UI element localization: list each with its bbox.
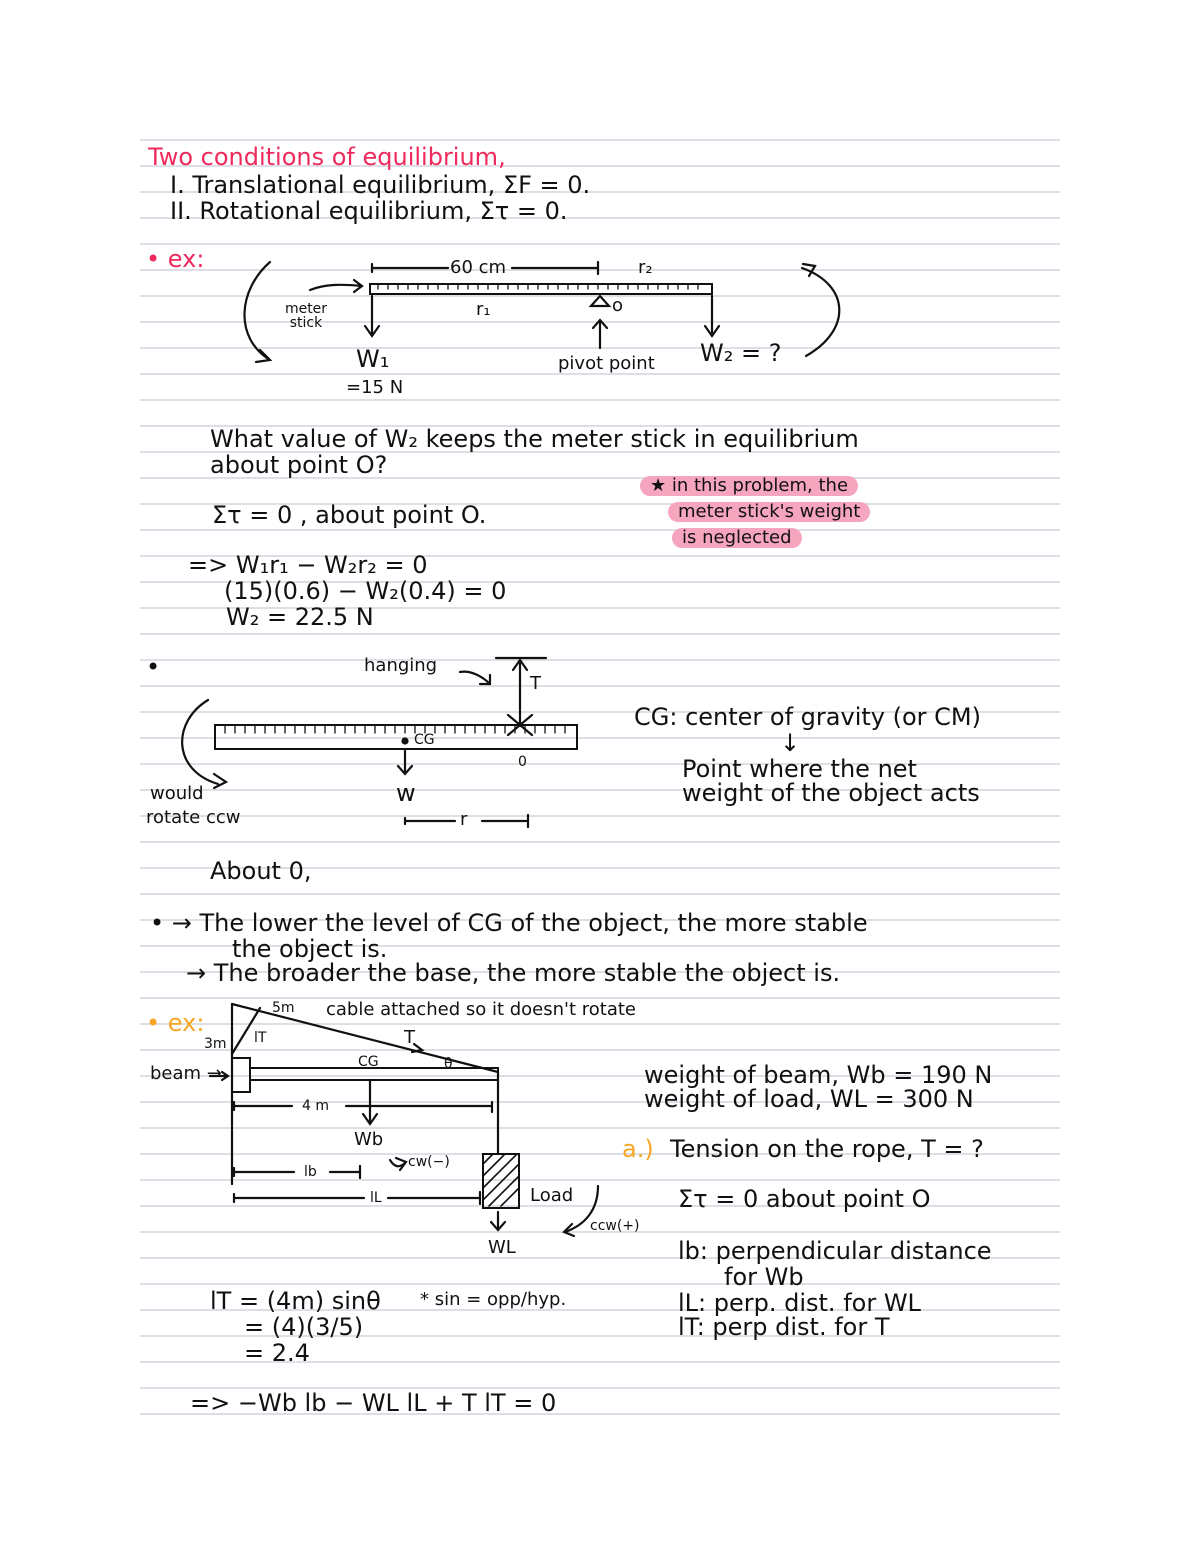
cg-arrow: ↓: [780, 729, 801, 757]
stability-bullet-2: → The broader the base, the more stable the object is.: [186, 959, 841, 987]
lt-equation-2: = (4)(3/5): [244, 1313, 364, 1341]
lt-small-label: lT: [254, 1030, 267, 1046]
example-2-bullet: •: [146, 653, 161, 681]
pivot-point-label: pivot point: [558, 353, 655, 374]
r2-label: r₂: [638, 257, 653, 278]
weight-of-load: weight of load, WL = 300 N: [644, 1085, 974, 1113]
w1-label: W₁: [356, 345, 390, 373]
highlight-note-2: meter stick's weight: [668, 502, 870, 522]
cable-note: cable attached so it doesn't rotate: [326, 999, 637, 1020]
cg-small-label: CG: [414, 732, 435, 748]
wl-label: WL: [488, 1237, 516, 1258]
ll-definition: lL: perp. dist. for WL: [678, 1289, 921, 1317]
distance-label: 60 cm: [450, 257, 507, 278]
w1-value: =15 N: [346, 377, 404, 398]
cg-point-line-1: Point where the net: [682, 755, 917, 783]
tension-t-label: T: [530, 673, 541, 694]
lt-equation-3: = 2.4: [244, 1339, 310, 1367]
condition-2: II. Rotational equilibrium, Στ = 0.: [170, 197, 568, 225]
stability-bullet-1-cont: the object is.: [232, 935, 388, 963]
cg-label: CG: [358, 1054, 379, 1070]
w2-label: W₂ = ?: [700, 339, 782, 367]
meter-stick-diagram-2: [182, 655, 577, 827]
pivot-o-label: o: [612, 295, 624, 316]
ccw-label: ccw(+): [590, 1218, 640, 1234]
wb-label: Wb: [354, 1129, 384, 1150]
lt-equation-1: lT = (4m) sinθ: [210, 1287, 381, 1315]
five-m-label: 5m: [272, 1000, 295, 1016]
lb-definition-cont: for Wb: [724, 1263, 804, 1291]
question-a-text: Tension on the rope, T = ?: [670, 1135, 984, 1163]
cable-t-label: T: [404, 1027, 415, 1048]
would-label: would: [150, 783, 204, 804]
r1-label: r₁: [476, 299, 491, 320]
cg-definition: CG: center of gravity (or CM): [634, 703, 981, 731]
question-a-label: a.): [622, 1135, 654, 1163]
meter-stick-label: meter stick: [284, 301, 328, 331]
example-1-bullet: • ex:: [146, 245, 205, 273]
final-equation: => −Wb lb − WL lL + T lT = 0: [190, 1389, 557, 1417]
ll-label: lL: [370, 1190, 382, 1206]
lb-label: lb: [304, 1164, 317, 1180]
cw-label: cw(−): [408, 1154, 450, 1170]
r-label: r: [460, 809, 468, 830]
rotate-ccw-label: rotate ccw: [146, 807, 241, 828]
question-line-2: about point O?: [210, 451, 388, 479]
question-line-1: What value of W₂ keeps the meter stick in equilibrium: [210, 425, 859, 453]
hanging-label: hanging: [364, 655, 438, 676]
three-m-label: 3m: [204, 1036, 227, 1052]
origin-label: 0: [518, 754, 527, 770]
torque-sum-o: Στ = 0 about point O: [678, 1185, 931, 1213]
equation-1: => W₁r₁ − W₂r₂ = 0: [188, 551, 428, 579]
theta-label: θ: [444, 1056, 453, 1072]
load-label: Load: [530, 1185, 574, 1206]
equation-2: (15)(0.6) − W₂(0.4) = 0: [224, 577, 507, 605]
weight-of-beam: weight of beam, Wb = 190 N: [644, 1061, 993, 1089]
condition-1: I. Translational equilibrium, ΣF = 0.: [170, 171, 591, 199]
highlight-note-3: is neglected: [672, 528, 802, 548]
stability-bullet-1: • → The lower the level of CG of the object, the more stable: [150, 909, 868, 937]
four-m-label: 4 m: [302, 1098, 329, 1114]
torque-sum: Στ = 0 , about point O.: [212, 501, 487, 529]
about-o: About 0,: [210, 857, 312, 885]
page-title: Two conditions of equilibrium,: [148, 143, 506, 171]
lt-definition: lT: perp dist. for T: [678, 1313, 890, 1341]
sin-note: * sin = opp/hyp.: [420, 1289, 567, 1310]
equation-3: W₂ = 22.5 N: [226, 603, 374, 631]
lb-definition: lb: perpendicular distance: [678, 1237, 992, 1265]
example-3-bullet: • ex:: [146, 1009, 205, 1037]
beam-label: beam →: [150, 1063, 222, 1084]
weight-w-label: w: [396, 779, 416, 807]
cg-point-line-2: weight of the object acts: [682, 779, 980, 807]
highlight-note-1: ★ in this problem, the: [640, 476, 858, 496]
